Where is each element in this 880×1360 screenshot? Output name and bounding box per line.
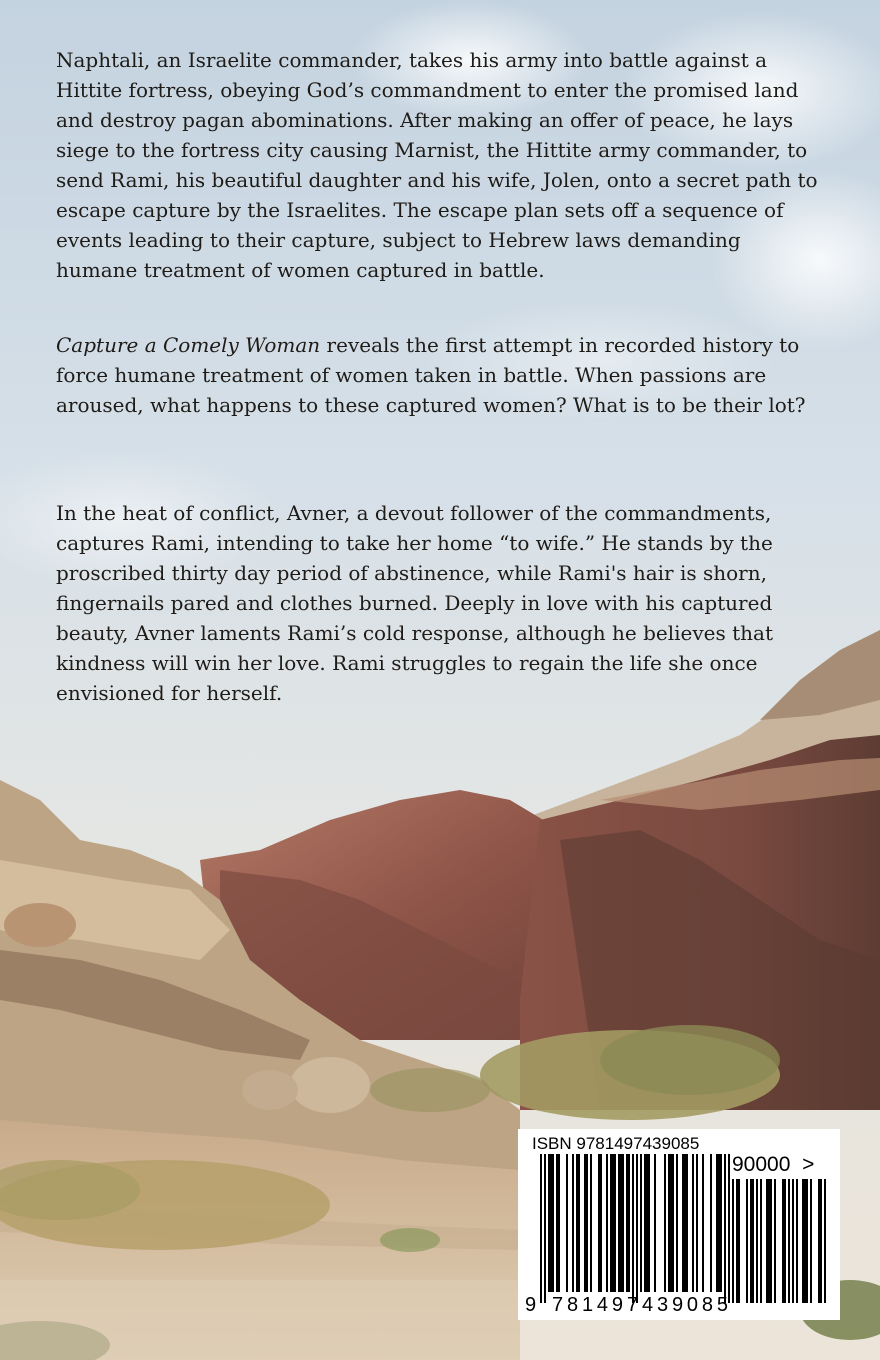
addon-bar: [752, 1179, 754, 1303]
addon-bar: [770, 1179, 772, 1303]
barcode-bar: [618, 1154, 620, 1292]
blurb-paragraph-2: [56, 330, 826, 420]
addon-bar: [810, 1179, 812, 1303]
barcode-bar: [566, 1154, 568, 1292]
addon-bar: [784, 1179, 786, 1303]
addon-bar: [738, 1179, 740, 1303]
isbn-barcode-box: [518, 1129, 840, 1320]
addon-bar: [818, 1179, 820, 1303]
addon-bar: [806, 1179, 808, 1303]
barcode-bar: [696, 1154, 698, 1292]
blurb-paragraph-3: [56, 498, 826, 708]
addon-bar: [782, 1179, 784, 1303]
ean13-bars: [540, 1154, 730, 1303]
barcode-bar: [644, 1154, 646, 1292]
barcode-bar: [640, 1154, 642, 1292]
barcode-bar: [556, 1154, 558, 1292]
barcode-bar: [598, 1154, 600, 1292]
barcode-bar: [610, 1154, 612, 1292]
barcode-bar: [724, 1154, 726, 1303]
addon-bar: [804, 1179, 806, 1303]
barcode-bar: [692, 1154, 694, 1292]
barcode-digits-left: 781497: [552, 1294, 638, 1316]
barcode-bar: [632, 1154, 634, 1303]
addon-bar: [760, 1179, 762, 1303]
blurb-text-1: Naphtali, an Israelite commander, takes his army into battle against a Hittite fortress, obeying God’s commandment to enter the promised land and destroy pagan abominations. After making an offer of peace, he lays siege to the fortress city causing Marnist, the Hittite army commander, to send Rami, his beautiful daughter and his wife, Jolen, onto a secret path to escape capture by the Israelites. The escape plan sets off a sequence of events leading to their capture, subject to Hebrew laws demanding humane treatment of women captured in battle.: [56, 48, 818, 282]
barcode-bar: [552, 1154, 554, 1292]
addon-bar: [788, 1179, 790, 1303]
barcode-bar: [558, 1154, 560, 1292]
barcode-bar: [682, 1154, 684, 1292]
barcode-bar: [600, 1154, 602, 1292]
barcode-bar: [648, 1154, 650, 1292]
barcode-bar: [572, 1154, 574, 1292]
barcode-bar: [670, 1154, 672, 1292]
barcode-bar: [686, 1154, 688, 1292]
price-code: 90000 >: [732, 1153, 815, 1176]
barcode-bar: [548, 1154, 550, 1292]
barcode-bar: [606, 1154, 608, 1292]
addon-bar: [774, 1179, 776, 1303]
barcode-bar: [620, 1154, 622, 1292]
book-title-italic: Capture a Comely Woman: [56, 333, 321, 357]
barcode-bar: [586, 1154, 588, 1292]
barcode-bar: [668, 1154, 670, 1292]
addon-bar: [746, 1179, 748, 1303]
barcode-bar: [550, 1154, 552, 1292]
blurb-text-2: [56, 330, 826, 420]
addon-bar: [732, 1179, 734, 1303]
barcode-bar: [684, 1154, 686, 1292]
barcode-bar: [584, 1154, 586, 1292]
barcode-bar: [646, 1154, 648, 1292]
barcode-bar: [720, 1154, 722, 1292]
isbn-label: ISBN 9781497439085: [532, 1134, 700, 1153]
barcode-bar: [636, 1154, 638, 1303]
barcode-bar: [626, 1154, 628, 1292]
barcode-bar: [672, 1154, 674, 1292]
barcode-bar: [716, 1154, 718, 1292]
barcode-bar: [612, 1154, 614, 1292]
addon-bars: [732, 1179, 826, 1303]
barcode-bar: [576, 1154, 578, 1292]
addon-bar: [792, 1179, 794, 1303]
addon-bar: [768, 1179, 770, 1303]
barcode-bar: [728, 1154, 730, 1303]
addon-bar: [820, 1179, 822, 1303]
addon-bar: [736, 1179, 738, 1303]
blurb-text-2-rest: reveals the first attempt in recorded history to force humane treatment of women taken in battle. When passions are aroused, what happens to these captured women? What is to be their lot?: [56, 333, 806, 417]
barcode-bar: [622, 1154, 624, 1292]
barcode-bar: [614, 1154, 616, 1292]
addon-bar: [750, 1179, 752, 1303]
barcode-bar: [664, 1154, 666, 1292]
addon-bar: [766, 1179, 768, 1303]
barcode-digits-right: 439085: [642, 1294, 728, 1316]
barcode-bar: [628, 1154, 630, 1292]
addon-bar: [796, 1179, 798, 1303]
barcode-bar: [578, 1154, 580, 1292]
barcode-bar: [654, 1154, 656, 1292]
barcode-bar: [718, 1154, 720, 1292]
barcode-bar: [540, 1154, 542, 1303]
barcode-bar: [702, 1154, 704, 1292]
addon-bar: [802, 1179, 804, 1303]
barcode-bar: [710, 1154, 712, 1292]
blurb-paragraph-1: [56, 45, 826, 285]
addon-bar: [756, 1179, 758, 1303]
barcode-graphic: [518, 1129, 840, 1320]
addon-bar: [824, 1179, 826, 1303]
barcode-bar: [590, 1154, 592, 1292]
barcode-bar: [544, 1154, 546, 1303]
barcode-bar: [676, 1154, 678, 1292]
blurb-text-3: In the heat of conflict, Avner, a devout follower of the commandments, captures Rami, intending to take her home “to wife.” He stands by the proscribed thirty day period of abstinence, while Rami's hair is shorn, fingernails pared and clothes burned. Deeply in love with his captured beauty, Avner laments Rami’s cold response, although he believes that kindness will win her love. Rami struggles to regain the life she once envisioned for herself.: [56, 501, 774, 705]
barcode-digit-first: 9: [525, 1294, 537, 1316]
